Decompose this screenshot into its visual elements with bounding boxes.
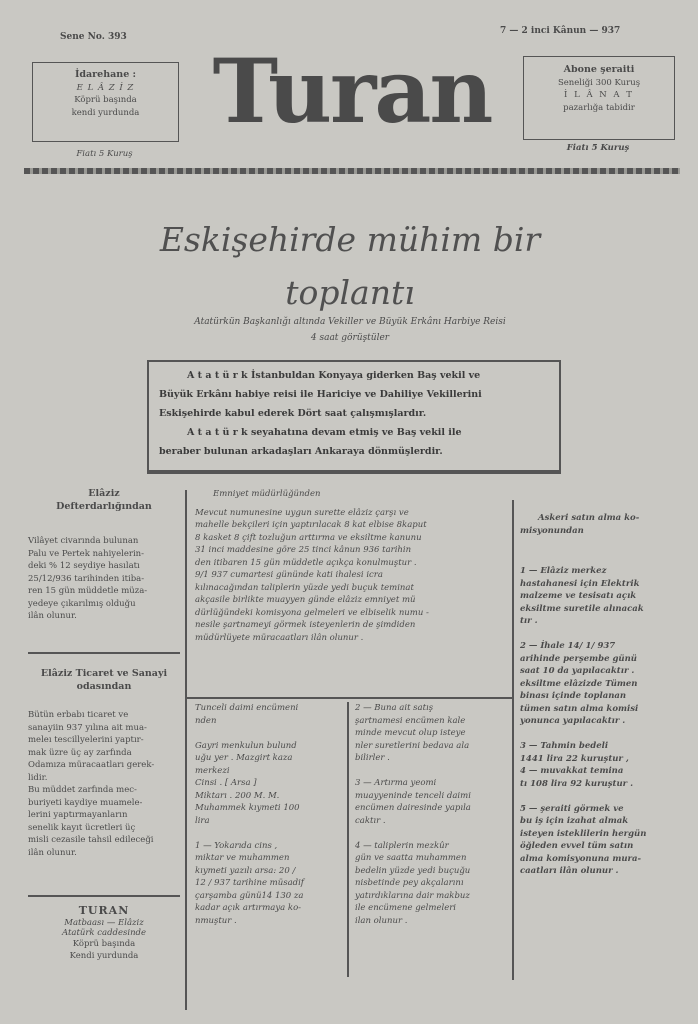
askeri-title1: Askeri satın alma ko- (538, 513, 640, 523)
tunceli-cont-line: şartnamesi encümen kale (355, 715, 466, 726)
emniyet-line: dürlüğündeki komisyona gelmeleri ve elbiselik numu - (195, 607, 429, 618)
admin-line1: Köprü başında (74, 95, 137, 105)
defter-line: deki % 12 seydiye hasılatı (28, 561, 140, 571)
askeri-line: 2 — İhale 14/ 1/ 937 (520, 641, 616, 651)
askeri-line: tır . (520, 616, 538, 626)
lead-p1-3: Eskişehirde kabul ederek Dört saat çalışmışlardır. (159, 408, 427, 419)
emniyet-line: 31 inci maddesine göre 25 tinci kânun 936 tarihin (195, 545, 412, 555)
lead-p2-1: A t a t ü r k seyahatına devam etmiş ve Baş vekil ile (187, 427, 462, 438)
tunceli-line: çarşamba günü14 130 za (195, 890, 304, 901)
tunceli-line: miktar ve muhammen (195, 853, 290, 863)
askeri-line: 5 — şeraiti görmek ve (520, 803, 624, 814)
masthead-rule (24, 168, 680, 174)
emniyet-line: kılınacağından taliplerin yüzde yedi buçuk teminat (195, 582, 414, 593)
askeri-line (520, 790, 680, 803)
askeri-line: saat 10 da yapılacaktır . (520, 666, 635, 676)
defter-line: yedeye çıkarılmış olduğu (28, 598, 136, 609)
tunceli-line: 12 / 937 tarihine müsadif (195, 878, 304, 888)
admin-line2: kendi yurdunda (71, 107, 140, 118)
tunceli-line: Cinsi . [ Arsa ] (195, 778, 257, 788)
ticaret-line: senelik kayıt ücretleri üç (28, 822, 136, 833)
headline-line1: Eskişehirde mühim bir (159, 220, 541, 259)
askeri-line (520, 728, 680, 741)
tunceli-cont-line: 4 — taliplerin mezkûr (355, 840, 449, 851)
askeri-line: 3 — Tahmin bedeli (520, 741, 609, 751)
ticaret-line: ilân olunur. (28, 847, 77, 858)
tunceli-notice (195, 702, 343, 927)
section-rule-mid (185, 697, 512, 699)
column-rule-1 (185, 490, 187, 1010)
admin-heading: İdarehane : (74, 69, 137, 80)
askeri-title2: misyonundan (520, 525, 584, 536)
ticaret-notice (28, 668, 180, 859)
masthead-title: Turan (212, 39, 492, 143)
ticaret-line: misli cezasile tahsil edileceği (28, 835, 154, 845)
tunceli-cont-line: nler suretlerini bedava ala (355, 740, 470, 751)
defter-title2: Defterdarlığından (56, 500, 152, 512)
tunceli-line: Tunceli daimi encümeni (195, 703, 299, 713)
tunceli-cont-line: encümen dairesinde yapıla (355, 803, 471, 813)
tunceli-cont-line: caktır . (355, 815, 386, 826)
tunceli-line: 1 — Yokarıda cins , (195, 840, 278, 851)
left-rule-1 (28, 652, 180, 654)
subscription-heading: Abone şeraiti (563, 64, 635, 75)
tunceli-line: Muhammek kıymeti 100 (195, 803, 300, 813)
tunceli-line: nden (195, 715, 217, 726)
emniyet-line: akçasile birlikte muayyen günde elâziz emniyet mü (195, 595, 416, 605)
ticaret-line: mak üzre üç ay zarfında (28, 747, 132, 758)
askeri-line: yonunca yapılacaktır . (520, 716, 626, 726)
defter-line: 25/12/936 tarihinden itiba- (28, 573, 145, 584)
issue-date: 7 — 2 inci Kânun — 937 (500, 26, 621, 36)
askeri-line: öğleden evvel tüm satın (520, 841, 634, 851)
tunceli-cont-line: 2 — Buna ait satış (355, 703, 434, 713)
subscription-line1: Seneliği 300 Kuruş (557, 77, 641, 88)
askeri-line: 4 — muvakkat temina (520, 766, 624, 776)
defter-line: ilân olunur. (28, 611, 77, 621)
headline-sub1: Atatürkün Başkanlığı altında Vekiller ve Büyük Erkânı Harbiye Reisi (194, 317, 506, 327)
tunceli-cont-line: muayyeninde tenceli daimi (355, 790, 471, 801)
askeri-line: tı 108 lira 92 kuruştur . (520, 778, 634, 789)
imprint (28, 905, 180, 963)
tunceli-cont-line: bilirler . (355, 753, 390, 763)
defter-line: Vilâyet civarında bulunan (28, 536, 139, 546)
tunceli-line (195, 727, 343, 740)
imprint-l3: Köprü başında (72, 938, 136, 949)
subscription-line3: pazarlığa tabidir (563, 102, 635, 113)
emniyet-line: müdürlüyete müracaatları ilân olunur . (195, 632, 364, 643)
ticaret-title1: Elâziz Ticaret ve Sanayi (40, 668, 168, 679)
askeri-line: malzeme ve tesisatı açık (520, 591, 637, 601)
tunceli-cont-line (355, 765, 508, 778)
headline-line2: toplantı (285, 273, 415, 312)
defter-title1: Elâziz (88, 488, 120, 499)
tunceli-cont-line: nisbetinde pey akçalarını (355, 878, 464, 888)
askeri-line: arihinde perşembe günü (520, 653, 637, 664)
imprint-l4: Kendi yurdunda (69, 951, 139, 961)
defter-line: ren 15 gün müddetle müza- (28, 586, 148, 596)
ticaret-line: meleı tescillyelerini yaptır- (28, 735, 144, 745)
askeri-line: eksiltme elâzizde Tümen (520, 678, 638, 689)
askeri-line: tümen satın alma komisi (520, 703, 639, 714)
price-left: Fiatı 5 Kuruş (76, 149, 133, 159)
lead-box (147, 360, 561, 474)
emniyet-line: 8 kasket 8 çift tozluğun arttırma ve eksiltme kanunu (195, 532, 422, 543)
lead-p1-2: Büyük Erkânı habiye reisi ile Hariciye ve Dahiliye Vekillerini (159, 389, 482, 400)
tunceli-line: merkezi (195, 765, 230, 776)
subscription-box (523, 56, 675, 140)
ticaret-line: sanayiin 937 yılına ait mua- (28, 722, 147, 733)
tunceli-line: Miktarı . 200 M. M. (195, 790, 280, 801)
tunceli-cont-line (355, 827, 508, 840)
tunceli-line: kadar açık artırmaya ko- (195, 903, 302, 913)
ticaret-line: buriyeti kaydiye muamele- (28, 797, 143, 808)
emniyet-line: 9/1 937 cumartesi gününde kati ihalesi icra (195, 570, 383, 580)
askeri-line: caatları ilân olunur . (520, 866, 619, 876)
emniyet-line: Mevcut numunesine uygun surette elâziz çarşı ve (195, 507, 409, 518)
tunceli-line: lira (195, 815, 210, 826)
tunceli-cont-line: minde mevcut olup isteye (355, 728, 466, 738)
askeri-line: 1441 lira 22 kuruştur , (520, 753, 629, 764)
issue-number: Sene No. 393 (60, 32, 127, 42)
ticaret-line: lerini yaptırmayanların (28, 810, 128, 820)
headline-sub2: 4 saat görüştüler (310, 333, 390, 343)
lead-p1-1: A t a t ü r k İstanbuldan Konyaya giderken Baş vekil ve (187, 370, 481, 381)
emniyet-title: Emniyet müdürlüğünden (213, 489, 321, 499)
emniyet-line: nesile şartnameyi görmek isteyenlerin de şimdiden (195, 620, 416, 630)
tunceli-line: kıymeti yazılı arsa: 20 / (195, 865, 296, 876)
tunceli-cont-line: ile encümene gelmeleri (355, 903, 457, 913)
askeri-line: bu iş için izahat almak (520, 816, 629, 826)
tunceli-cont-line: bedelin yüzde yedi buçuğu (355, 865, 471, 876)
emniyet-line: den itibaren 15 gün müddetle açıkça konulmuştur . (195, 557, 417, 568)
askeri-notice (520, 512, 680, 878)
tunceli-cont-line: ilan olunur . (355, 915, 408, 926)
tunceli-line: nmuştur . (195, 915, 237, 926)
askeri-line: binası içinde toplanan (520, 691, 627, 701)
subscription-line2: İ L Â N A T (564, 90, 634, 100)
emniyet-line: mahelle bekçileri için yaptırılacak 8 kat elbise 8kaput (195, 520, 427, 530)
lead-p2-2: beraber bulunan arkadaşları Ankaraya dönmüşlerdir. (159, 446, 443, 457)
ticaret-line: Odamıza müracaatları gerek- (28, 760, 155, 770)
askeri-line: eksiltme suretile alınacak (520, 603, 644, 614)
tunceli-cont-line: 3 — Artırma yeomi (355, 778, 437, 788)
imprint-l1: Matbaası — Elâziz (64, 917, 144, 928)
column-rule-2 (347, 702, 349, 977)
emniyet-notice (195, 488, 507, 644)
imprint-title: TURAN (78, 904, 130, 917)
admin-city: E L Â Z İ Z (76, 82, 135, 93)
admin-box (32, 62, 179, 142)
askeri-line: alma komisyonuna mura- (520, 853, 642, 864)
tunceli-cont-line: yatırdıklarına dair makbuz (355, 890, 470, 901)
ticaret-title2: odasından (76, 680, 132, 692)
askeri-line: 1 — Elâziz merkez (520, 566, 607, 576)
askeri-line: hastahanesi için Elektrik (520, 578, 640, 589)
ticaret-line: lidir. (28, 772, 48, 783)
defter-line: Palu ve Pertek nahiyelerin- (28, 548, 145, 559)
tunceli-continued (355, 702, 508, 927)
ticaret-line: Bütün erbabı ticaret ve (28, 710, 129, 720)
askeri-line: isteyen isteklilerin hergün (520, 828, 647, 839)
left-rule-2 (28, 895, 180, 897)
tunceli-line (195, 827, 343, 840)
askeri-line (520, 628, 680, 641)
column-rule-3 (512, 500, 514, 980)
tunceli-cont-line: gün ve saatta muhammen (355, 853, 467, 863)
price-right: Fiatı 5 Kuruş (566, 143, 630, 153)
tunceli-line: Gayri menkulun bulund (195, 740, 297, 751)
ticaret-line: Bu müddet zarfında mec- (28, 785, 137, 795)
defterdarlik-notice (28, 488, 180, 623)
imprint-l2: Atatürk caddesinde (61, 927, 147, 938)
tunceli-line: uğu yer . Mazgirt kaza (195, 753, 293, 763)
